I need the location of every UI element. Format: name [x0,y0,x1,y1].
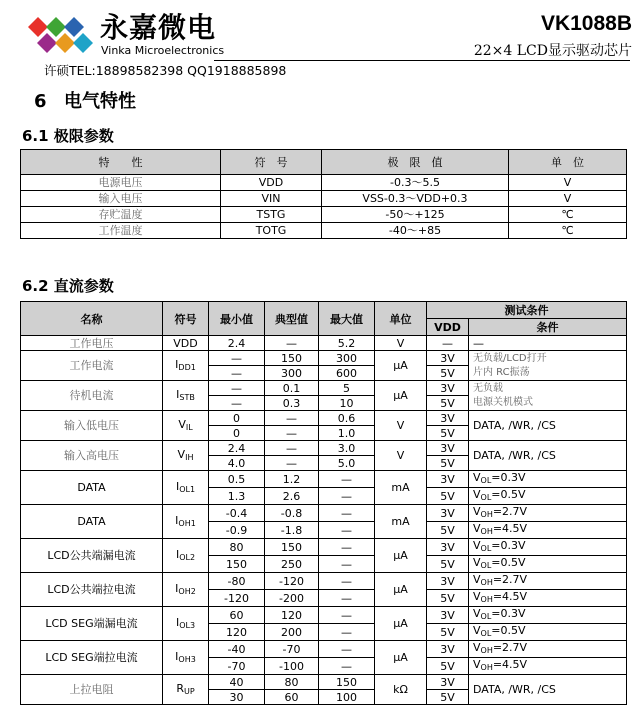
min-cell: -0.4 [209,505,265,522]
typ-cell: 250 [265,556,319,573]
typ-cell: -200 [265,590,319,607]
max-cell: — [319,522,375,539]
condition-sub: OL [480,544,492,553]
condition-cell: DATA, /WR, /CS [469,441,627,471]
symbol-main: I [175,513,179,527]
condition-var: V [473,573,481,586]
col-header: 符 号 [221,150,322,175]
unit-cell: kΩ [375,675,427,705]
absolute-max-table [20,149,627,239]
symbol-main: R [176,681,184,695]
min-cell: 0 [209,426,265,441]
condition-cell [469,624,627,641]
cell: TOTG [221,223,322,239]
symbol-sub: OH3 [178,654,196,664]
cell: ℃ [509,207,627,223]
table-row [21,675,627,690]
min-cell: -40 [209,641,265,658]
section-title: 电气特性 [64,91,136,112]
condition-eq: =0.3V [491,607,526,620]
condition-sub: OH [480,527,493,536]
symbol-sub: OL2 [179,552,196,562]
symbol-main: I [175,357,179,371]
cell: V [509,191,627,207]
condition-var: V [473,624,481,637]
condition-cell [469,641,627,658]
cell: 输入电压 [21,191,221,207]
unit-cell: mA [375,505,427,539]
cell: VSS-0.3～VDD+0.3 [322,191,509,207]
vdd-cell: 5V [427,658,469,675]
max-cell: — [319,590,375,607]
vdd-cell: 3V [427,471,469,488]
condition-cell [469,471,627,488]
max-cell: — [319,641,375,658]
param-name-cell: 输入高电压 [21,441,163,471]
condition-sub: OH [480,510,493,519]
cell: VDD [163,336,209,351]
symbol-main: I [175,479,180,493]
symbol-cell [163,411,209,441]
condition-eq: =2.7V [492,505,528,518]
condition-eq: =4.5V [492,658,528,671]
condition-cell: DATA, /WR, /CS [469,675,627,705]
condition-sub: OL [480,561,492,570]
condition-line: 电源关机模式 [473,396,533,408]
symbol-main: I [175,547,180,561]
unit-cell: mA [375,471,427,505]
typ-cell: 120 [265,607,319,624]
max-cell: — [319,505,375,522]
table-header-row [21,150,627,175]
condition-var: V [473,607,481,620]
symbol-sub: OL1 [179,484,196,494]
max-cell: — [319,573,375,590]
vdd-cell: 3V [427,641,469,658]
condition-var: V [473,505,481,518]
min-cell: -0.9 [209,522,265,539]
vdd-cell: 5V [427,624,469,641]
typ-cell: 0.1 [265,381,319,396]
param-name-cell: 输入低电压 [21,411,163,441]
symbol-cell [163,641,209,675]
max-cell: 100 [319,690,375,705]
condition-cell [469,556,627,573]
condition-eq: =0.5V [491,556,526,569]
min-cell: 120 [209,624,265,641]
condition-cell [469,658,627,675]
col-header: 测试条件 [427,302,627,319]
condition-var: V [473,641,481,654]
vdd-cell: 5V [427,426,469,441]
param-name-cell: LCD公共端漏电流 [21,539,163,573]
condition-cell [469,488,627,505]
vdd-cell: 3V [427,573,469,590]
symbol-sub: OL3 [179,620,196,630]
min-cell: — [209,366,265,381]
vdd-cell: 5V [427,522,469,539]
col-header: 单 位 [509,150,627,175]
symbol-main: I [175,615,180,629]
table-row [21,573,627,590]
table-row [21,175,627,191]
condition-var: V [473,488,481,501]
unit-cell: V [375,441,427,471]
condition-cell [469,573,627,590]
min-cell: 1.3 [209,488,265,505]
condition-cell: DATA, /WR, /CS [469,411,627,441]
unit-cell: μA [375,539,427,573]
typ-cell: -0.8 [265,505,319,522]
typ-cell: -70 [265,641,319,658]
cell: 电源电压 [21,175,221,191]
col-header: 条件 [469,319,627,336]
table-row [21,191,627,207]
cell: 5.2 [319,336,375,351]
cell: V [375,336,427,351]
vdd-cell: 5V [427,366,469,381]
symbol-cell [163,471,209,505]
condition-eq: =0.5V [491,488,526,501]
min-cell: 0 [209,411,265,426]
product-subtitle: 22×4 LCD显示驱动芯片 [473,43,632,59]
cell: -0.3～5.5 [322,175,509,191]
vdd-cell: 3V [427,539,469,556]
typ-cell: 2.6 [265,488,319,505]
condition-var: V [473,522,481,535]
typ-cell: -1.8 [265,522,319,539]
condition-cell [469,505,627,522]
col-header: VDD [427,319,469,336]
table-row [21,441,627,456]
min-cell: 2.4 [209,441,265,456]
dc-table-body [21,336,627,705]
condition-eq: =2.7V [492,641,528,654]
min-cell: 30 [209,690,265,705]
symbol-cell [163,573,209,607]
condition-eq: =4.5V [492,522,528,535]
table-row [21,641,627,658]
table-row [21,336,627,351]
condition-sub: OL [480,476,492,485]
cell: -50～+125 [322,207,509,223]
typ-cell: — [265,426,319,441]
unit-cell: V [375,411,427,441]
condition-line: 无负载/LCD打开 [473,352,547,364]
symbol-cell [163,441,209,471]
typ-cell: — [265,456,319,471]
section-6-1-heading: 6.1 极限参数 [22,127,114,145]
condition-eq: =0.5V [491,624,526,637]
condition-sub: OH [480,646,493,655]
condition-sub: OH [480,595,493,604]
vdd-cell: 5V [427,556,469,573]
condition-cell [469,522,627,539]
brand-name-cn: 永嘉微电 [100,11,217,44]
section-number: 6 [34,91,47,112]
symbol-sub: UP [183,686,195,696]
header-divider [214,60,630,61]
condition-cell [469,381,627,411]
symbol-main: V [178,417,186,431]
col-header: 最小值 [209,302,265,336]
cell: — [427,336,469,351]
min-cell: — [209,351,265,366]
cell: -40～+85 [322,223,509,239]
max-cell: — [319,607,375,624]
typ-cell: 150 [265,539,319,556]
section-6-heading [34,90,136,114]
condition-eq: =0.3V [491,539,526,552]
min-cell: 40 [209,675,265,690]
max-cell: 1.0 [319,426,375,441]
col-header: 符号 [163,302,209,336]
max-cell: — [319,539,375,556]
min-cell: 4.0 [209,456,265,471]
typ-cell: 60 [265,690,319,705]
condition-sub: OL [480,493,492,502]
vdd-cell: 3V [427,411,469,426]
max-cell: 0.6 [319,411,375,426]
max-cell: — [319,471,375,488]
typ-cell: 1.2 [265,471,319,488]
condition-var: V [473,471,481,484]
symbol-sub: DD1 [178,362,196,372]
min-cell: -70 [209,658,265,675]
unit-cell: μA [375,573,427,607]
param-name-cell: DATA [21,471,163,505]
cell: 存贮温度 [21,207,221,223]
max-cell: — [319,624,375,641]
cell: ℃ [509,223,627,239]
col-header: 特 性 [21,150,221,175]
table-row [21,471,627,488]
vdd-cell: 5V [427,690,469,705]
param-name-cell: LCD公共端拉电流 [21,573,163,607]
condition-var: V [473,658,481,671]
condition-sub: OL [480,629,492,638]
param-name-cell: 待机电流 [21,381,163,411]
vdd-cell: 3V [427,441,469,456]
col-header: 最大值 [319,302,375,336]
condition-cell [469,607,627,624]
symbol-cell [163,675,209,705]
vdd-cell: 3V [427,381,469,396]
param-name-cell: DATA [21,505,163,539]
max-cell: 600 [319,366,375,381]
contact-line: 许硕TEL:18898582398 QQ1918885898 [44,63,287,78]
condition-var: V [473,539,481,552]
vdd-cell: 3V [427,351,469,366]
max-cell: 300 [319,351,375,366]
col-header: 单位 [375,302,427,336]
vdd-cell: 3V [427,675,469,690]
brand-name-en: Vinka Microelectronics [101,44,225,57]
vdd-cell: 3V [427,505,469,522]
symbol-sub: OH1 [178,518,196,528]
symbol-main: I [175,581,179,595]
param-name-cell: LCD SEG端拉电流 [21,641,163,675]
vdd-cell: 5V [427,488,469,505]
col-header: 典型值 [265,302,319,336]
table-header-row [21,302,627,319]
unit-cell: μA [375,381,427,411]
max-cell: 5.0 [319,456,375,471]
min-cell: 60 [209,607,265,624]
min-cell: 0.5 [209,471,265,488]
cell: 工作电压 [21,336,163,351]
condition-var: V [473,556,481,569]
condition-var: V [473,590,481,603]
symbol-main: I [176,387,180,401]
symbol-sub: STB [179,392,195,402]
max-cell: 10 [319,396,375,411]
table-row [21,223,627,239]
section-6-2-heading: 6.2 直流参数 [22,277,114,295]
condition-sub: OH [480,578,493,587]
condition-eq: =0.3V [491,471,526,484]
typ-cell: — [265,441,319,456]
symbol-sub: OH2 [178,586,196,596]
typ-cell: -120 [265,573,319,590]
max-cell: 5 [319,381,375,396]
min-cell: — [209,396,265,411]
col-header: 名称 [21,302,163,336]
condition-cell [469,590,627,607]
vdd-cell: 5V [427,456,469,471]
cell: 工作温度 [21,223,221,239]
param-name-cell: 上拉电阻 [21,675,163,705]
symbol-cell [163,381,209,411]
cell: VDD [221,175,322,191]
unit-cell: μA [375,607,427,641]
min-cell: 80 [209,539,265,556]
condition-sub: OL [480,612,492,621]
symbol-sub: IH [185,452,194,462]
typ-cell: 300 [265,366,319,381]
typ-cell: -100 [265,658,319,675]
condition-cell [469,539,627,556]
param-name-cell: LCD SEG端漏电流 [21,607,163,641]
max-cell: 150 [319,675,375,690]
vdd-cell: 3V [427,607,469,624]
cell: — [469,336,627,351]
min-cell: 150 [209,556,265,573]
table-row [21,539,627,556]
param-name-cell: 工作电流 [21,351,163,381]
condition-eq: =2.7V [492,573,528,586]
cell: TSTG [221,207,322,223]
table-row [21,207,627,223]
cell: V [509,175,627,191]
typ-cell: — [265,411,319,426]
table-row [21,411,627,426]
dc-parameter-table [20,301,627,705]
unit-cell: μA [375,351,427,381]
cell: — [265,336,319,351]
condition-line: 无负载 [473,382,503,394]
vinka-logo-icon [26,15,96,55]
typ-cell: 200 [265,624,319,641]
symbol-cell [163,607,209,641]
col-header: 极 限 值 [322,150,509,175]
symbol-cell [163,505,209,539]
table-row [21,351,627,366]
min-cell: -120 [209,590,265,607]
table-row [21,381,627,396]
model-number: VK1088B [540,12,632,35]
min-cell: — [209,381,265,396]
max-cell: — [319,488,375,505]
typ-cell: 0.3 [265,396,319,411]
cell: VIN [221,191,322,207]
unit-cell: μA [375,641,427,675]
symbol-cell [163,351,209,381]
min-cell: -80 [209,573,265,590]
symbol-cell [163,539,209,573]
condition-sub: OH [480,663,493,672]
table-row [21,505,627,522]
cell: 2.4 [209,336,265,351]
vdd-cell: 5V [427,396,469,411]
max-cell: — [319,556,375,573]
symbol-main: I [175,649,179,663]
condition-cell [469,351,627,381]
symbol-main: V [177,447,186,461]
max-cell: — [319,658,375,675]
condition-line: 片内 RC振荡 [473,366,530,378]
symbol-sub: IL [185,422,193,432]
max-cell: 3.0 [319,441,375,456]
condition-eq: =4.5V [492,590,528,603]
typ-cell: 80 [265,675,319,690]
table-row [21,607,627,624]
vdd-cell: 5V [427,590,469,607]
typ-cell: 150 [265,351,319,366]
